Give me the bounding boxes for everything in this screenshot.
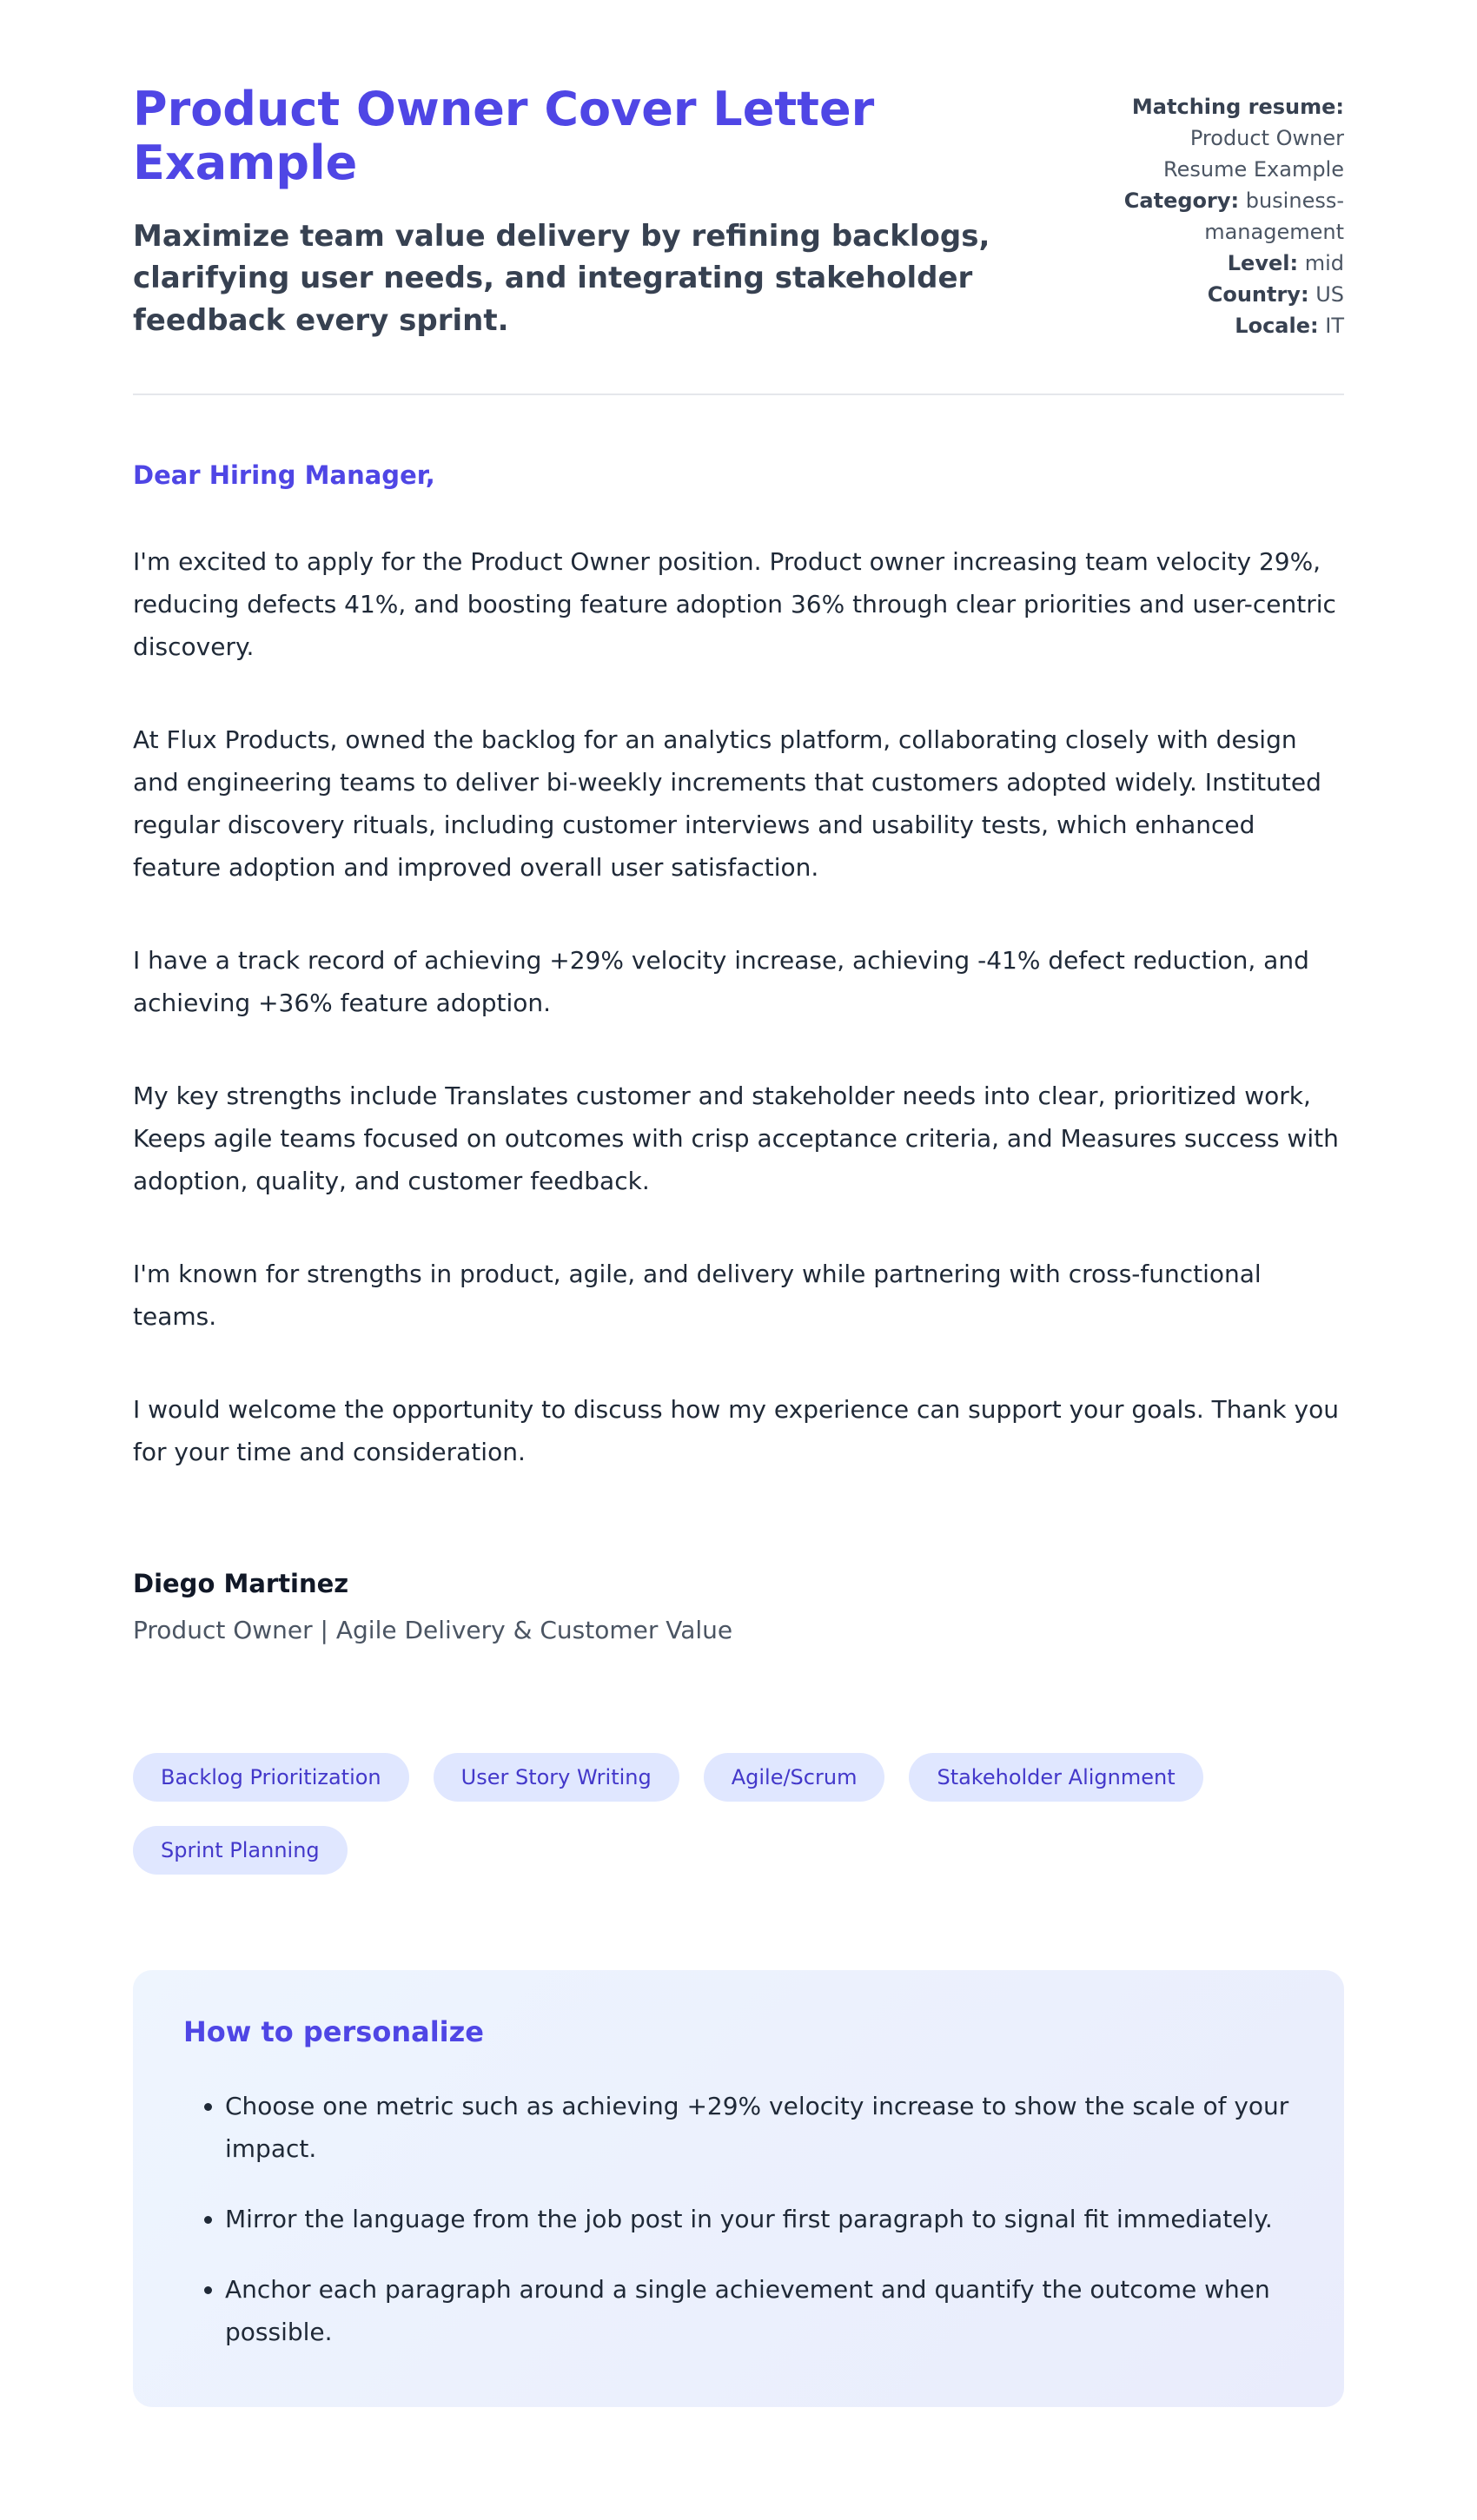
- letter-paragraph: I have a track record of achieving +29% velocity increase, achieving -41% defect reduction, and achieving +36% feature adoption.: [133, 946, 1309, 1017]
- meta-value: US: [1315, 282, 1344, 307]
- meta-locale: [1101, 310, 1344, 341]
- tip-item: • Anchor each paragraph around a single achievement and quantify the outcome when possible.: [225, 2268, 1294, 2353]
- signature-name: Diego Martinez: [133, 1569, 349, 1598]
- header-title-block: [133, 83, 1066, 341]
- meta-matching-resume: [1101, 91, 1344, 185]
- page-header: [133, 83, 1344, 341]
- page-title: Product Owner Cover Letter Example: [133, 82, 875, 190]
- tip-item: • Mirror the language from the job post in your first paragraph to signal fit immediately.: [225, 2198, 1294, 2240]
- header-divider: [133, 394, 1344, 395]
- skill-tag: Sprint Planning: [133, 1826, 348, 1875]
- meta-value: mid: [1304, 251, 1344, 275]
- letter-salutation: Dear Hiring Manager,: [133, 460, 435, 490]
- tips-title: How to personalize: [183, 2015, 484, 2048]
- personalization-tips-box: [133, 1970, 1344, 2407]
- skill-tag: User Story Writing: [434, 1753, 679, 1802]
- meta-value: business-management: [1204, 189, 1344, 244]
- skill-tag-list: [133, 1753, 1344, 1875]
- letter-paragraph: I'm known for strengths in product, agile, and delivery while partnering with cross-functional teams.: [133, 1260, 1262, 1331]
- meta-panel: [1101, 83, 1344, 341]
- signature-block: [133, 1569, 1344, 1644]
- meta-value: IT: [1325, 314, 1344, 338]
- letter-paragraph: I'm excited to apply for the Product Owner position. Product owner increasing team velocity 29%, reducing defects 41%, and boosting feature adoption 36% through clear priorities and user-centric discovery.: [133, 547, 1336, 661]
- page-subtitle: Maximize team value delivery by refining backlogs, clarifying user needs, and integrating stakeholder feedback every sprint.: [133, 219, 990, 338]
- meta-label: Category:: [1123, 189, 1240, 213]
- letter-paragraph: At Flux Products, owned the backlog for an analytics platform, collaborating closely with design and engineering teams to deliver bi-weekly increments that customers adopted widely. Instituted regular discovery rituals, including customer interviews and usability tests, which enhanced feature adoption and improved overall user satisfaction.: [133, 725, 1321, 882]
- skill-tag: Stakeholder Alignment: [909, 1753, 1202, 1802]
- meta-label: Level:: [1227, 251, 1299, 275]
- signature-role: Product Owner | Agile Delivery & Customer Value: [133, 1616, 733, 1644]
- tips-list: [183, 2085, 1294, 2353]
- meta-value: Product Owner Resume Example: [1163, 126, 1344, 182]
- meta-country: [1101, 279, 1344, 310]
- letter-paragraph: My key strengths include Translates customer and stakeholder needs into clear, prioritized work, Keeps agile teams focused on outcomes with crisp acceptance criteria, and Measures success with adoption, quality, and customer feedback.: [133, 1081, 1339, 1195]
- cover-letter-page: [133, 0, 1344, 2407]
- meta-level: [1101, 248, 1344, 279]
- skill-tag: Backlog Prioritization: [133, 1753, 409, 1802]
- meta-label: Country:: [1207, 282, 1309, 307]
- tip-item: • Choose one metric such as achieving +29% velocity increase to show the scale of your impact.: [225, 2085, 1294, 2170]
- meta-label: Locale:: [1235, 314, 1319, 338]
- meta-category: [1101, 185, 1344, 248]
- skill-tag: Agile/Scrum: [704, 1753, 885, 1802]
- letter-body: [133, 460, 1344, 1644]
- meta-label: Matching resume:: [1131, 95, 1344, 119]
- letter-paragraph: I would welcome the opportunity to discuss how my experience can support your goals. Thank you for your time and consideration.: [133, 1395, 1339, 1466]
